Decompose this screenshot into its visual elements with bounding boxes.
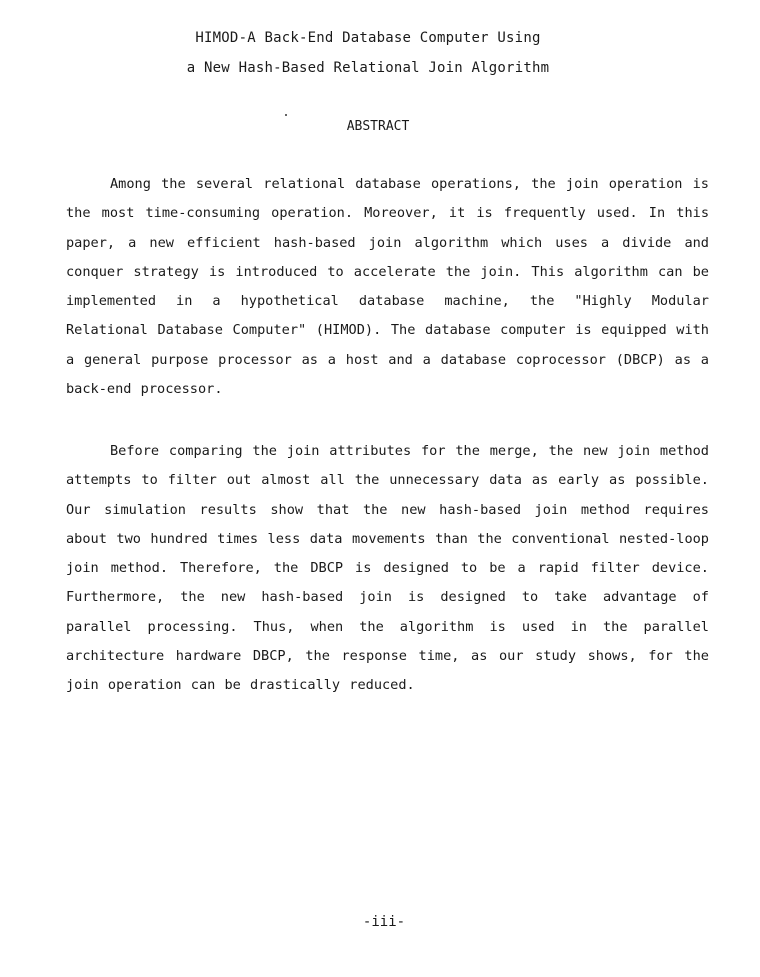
stray-mark <box>285 114 287 116</box>
abstract-paragraph-1: Among the several relational database operations, the join operation is the most time-consuming operation. Moreover, it is frequently used. In this paper, a new efficient hash-based join algorithm which uses a divide and conquer strategy is introduced to accelerate the join. This algorithm can be implemented in a hypothetical database machine, the "Highly Modular Relational Database Computer" (HIMOD). The database computer is equipped with a general purpose processor as a host and a database coprocessor (DBCP) as a back-end processor. <box>66 176 709 398</box>
title-line-2: a New Hash-Based Relational Join Algorithm <box>186 60 550 76</box>
abstract-heading-text: ABSTRACT <box>346 119 410 134</box>
page-number <box>0 913 760 931</box>
page-number-text: -iii- <box>362 914 406 930</box>
abstract-heading <box>0 118 760 136</box>
title-line-1: HIMOD-A Back-End Database Computer Using <box>195 30 541 46</box>
abstract-paragraph-2: Before comparing the join attributes for the merge, the new join method attempts to filter out almost all the unnecessary data as early as possible. Our simulation results show that the new hash-based join method requires about two hundred times less data movements than the conventional nested-loop join method. Therefore, the DBCP is designed to be a rapid filter device. Furthermore, the new hash-based join is designed to take advantage of parallel processing. Thus, when the algorithm is used in the parallel architecture hardware DBCP, the response time, as our study shows, for the join operation can be drastically reduced. <box>66 443 709 694</box>
